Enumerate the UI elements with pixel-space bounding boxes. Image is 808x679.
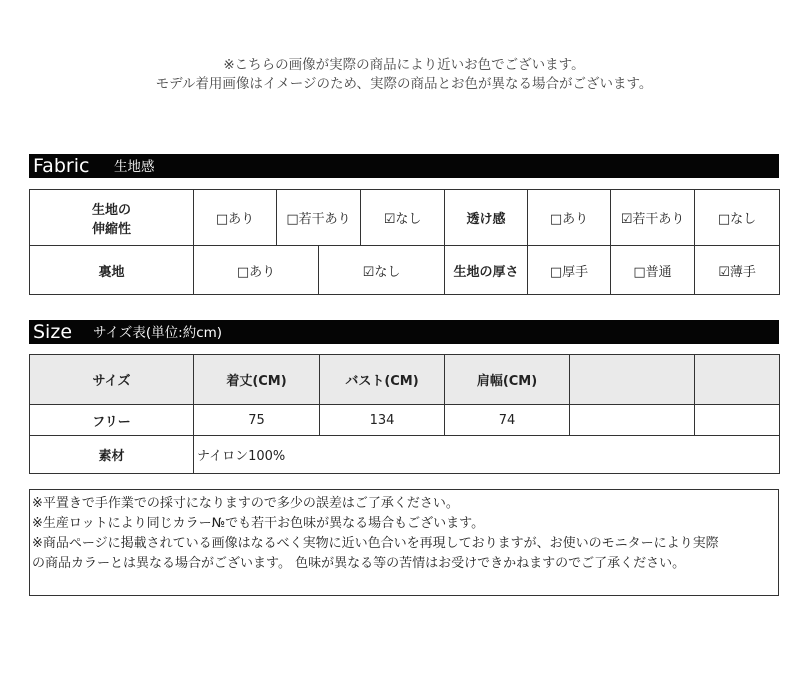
material-row (30, 436, 780, 474)
size-header-size: サイズ (30, 355, 194, 405)
material-label: 素材 (30, 436, 194, 474)
thickness-option-normal: □普通 (611, 246, 695, 295)
size-value-empty-2 (695, 405, 780, 436)
note-line-1: ※平置きで手作業での採寸になりますので多少の誤差はご了承ください。 (32, 496, 459, 511)
size-table (29, 354, 780, 474)
color-notice (0, 56, 808, 94)
size-table-row (30, 405, 780, 436)
thickness-option-thick: □厚手 (528, 246, 611, 295)
size-section-subtitle: サイズ表(単位:約cm) (93, 325, 223, 341)
size-value-length: 75 (194, 405, 320, 436)
size-header-shoulder: 肩幅(CM) (445, 355, 570, 405)
stretch-label-line-2: 伸縮性 (91, 221, 131, 237)
size-value-name: フリー (30, 405, 194, 436)
fabric-row-lining-thickness (30, 246, 780, 295)
note-line-3: ※商品ページに掲載されている画像はなるべく実物に近い色合いを再現しておりますが、お使いのモニターにより実際 (32, 536, 719, 551)
lining-label: 裏地 (30, 246, 194, 295)
color-notice-line-1: ※こちらの画像が実際の商品により近いお色でございます。 (223, 57, 585, 73)
fabric-section-subtitle: 生地感 (114, 159, 155, 175)
material-value: ナイロン100% (194, 436, 780, 474)
sheer-option-none: □なし (695, 190, 780, 246)
sheer-option-slight: ☑若干あり (611, 190, 695, 246)
thickness-option-thin: ☑薄手 (695, 246, 780, 295)
size-value-empty-1 (570, 405, 695, 436)
lining-option-none: ☑なし (319, 246, 445, 295)
size-header-length: 着丈(CM) (194, 355, 320, 405)
sheer-label: 透け感 (445, 190, 528, 246)
notes-box (29, 489, 779, 596)
fabric-row-stretch-sheer (30, 190, 780, 246)
note-line-2: ※生産ロットにより同じカラー№でも若干お色味が異なる場合もございます。 (32, 516, 485, 531)
size-section-header (29, 320, 779, 344)
size-header-empty-1 (570, 355, 695, 405)
size-value-shoulder: 74 (445, 405, 570, 436)
thickness-label: 生地の厚さ (445, 246, 528, 295)
color-notice-line-2: モデル着用画像はイメージのため、実際の商品とお色が異なる場合がございます。 (155, 76, 653, 92)
size-header-bust: バスト(CM) (320, 355, 445, 405)
fabric-section-title: Fabric (33, 155, 90, 177)
stretch-option-slight: □若干あり (277, 190, 361, 246)
size-section-title: Size (33, 321, 73, 343)
sheer-option-yes: □あり (528, 190, 611, 246)
stretch-option-yes: □あり (194, 190, 277, 246)
size-header-empty-2 (695, 355, 780, 405)
stretch-label (30, 190, 194, 246)
note-line-4: の商品カラーとは異なる場合がございます。 色味が異なる等の苦情はお受けできかねますのでご了承ください。 (32, 556, 686, 571)
size-value-bust: 134 (320, 405, 445, 436)
stretch-label-line-1: 生地の (91, 202, 131, 218)
size-table-header-row (30, 355, 780, 405)
lining-option-yes: □あり (194, 246, 319, 295)
stretch-option-none: ☑なし (361, 190, 445, 246)
fabric-section-header (29, 154, 779, 178)
fabric-table (29, 189, 780, 295)
